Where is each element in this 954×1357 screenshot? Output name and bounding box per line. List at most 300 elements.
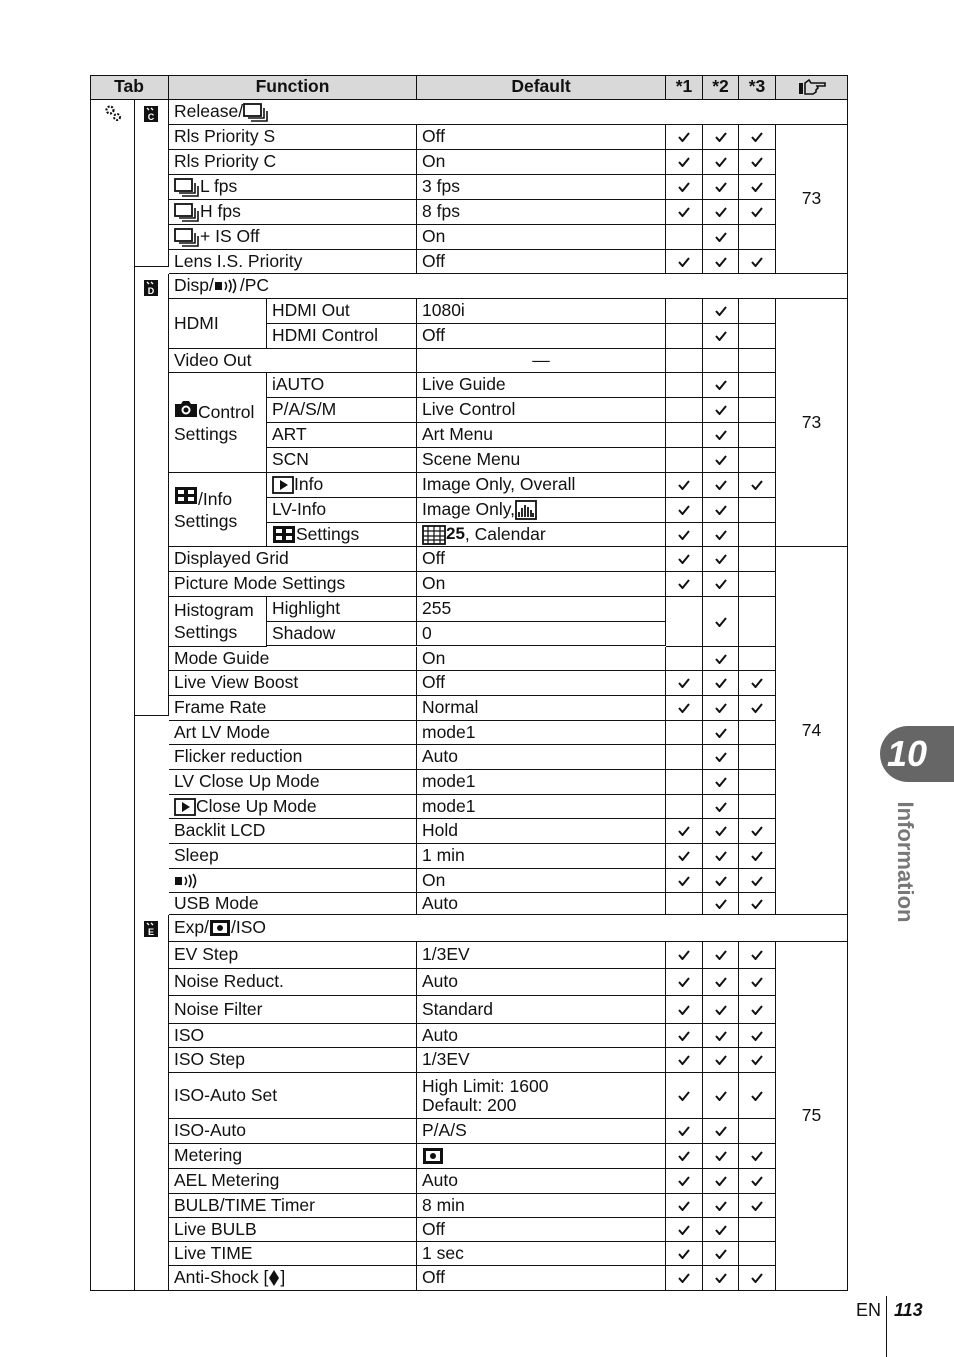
- group-label: Control: [198, 401, 255, 422]
- function-cell: [169, 671, 417, 696]
- custom-tab-d-icon: [143, 278, 159, 297]
- compat-cell: [739, 572, 776, 597]
- reference-hand-icon: [797, 78, 827, 96]
- compat-cell: [666, 150, 703, 175]
- compat-cell: [703, 1242, 739, 1266]
- compat-cell: [739, 125, 776, 150]
- group-label: Settings: [174, 621, 238, 642]
- check-icon: [715, 207, 727, 217]
- sub-function-cell: [267, 498, 417, 523]
- sub-function-cell: [267, 324, 417, 349]
- function-cell: [169, 819, 417, 844]
- default-label: mode1: [422, 771, 476, 792]
- function-label: Live BULB: [174, 1218, 257, 1239]
- default-label: Auto: [422, 746, 458, 767]
- compat-cell: [666, 225, 703, 250]
- compat-cell: [739, 1218, 776, 1242]
- compat-cell: [739, 1073, 776, 1119]
- metering-icon: [209, 919, 231, 937]
- page-ref: 75: [776, 942, 848, 1291]
- compat-cell: [666, 893, 703, 915]
- default-cell: [417, 1024, 666, 1048]
- function-label: Frame Rate: [174, 697, 267, 718]
- sub-function-label: iAUTO: [272, 374, 325, 395]
- check-icon: [715, 703, 727, 713]
- compat-cell: [703, 1218, 739, 1242]
- default-cell: [417, 1073, 666, 1119]
- check-icon: [678, 826, 690, 836]
- sub-function-label: Highlight: [272, 598, 341, 619]
- check-icon: [715, 617, 727, 627]
- check-icon: [751, 678, 763, 688]
- function-cell: [169, 795, 417, 819]
- check-icon: [715, 876, 727, 886]
- compat-cell: [739, 547, 776, 572]
- default-cell: [417, 200, 666, 225]
- default-cell: [417, 942, 666, 969]
- sub-function-cell: [267, 299, 417, 324]
- function-label: Metering: [174, 1145, 243, 1166]
- compat-cell: [703, 1169, 739, 1194]
- compat-cell: [703, 523, 739, 547]
- compat-cell: [739, 671, 776, 696]
- group-cell-histogram: [169, 597, 267, 647]
- compat-cell: [739, 745, 776, 770]
- check-icon: [715, 380, 727, 390]
- check-icon: [751, 1055, 763, 1065]
- compat-cell: [666, 969, 703, 996]
- header-c3: *3: [739, 75, 776, 100]
- footer-language: EN: [856, 1300, 882, 1320]
- compat-cell: [703, 996, 739, 1024]
- default-label: Off: [422, 548, 446, 569]
- default-label: On: [422, 226, 446, 247]
- compat-cell: [703, 572, 739, 597]
- compat-cell: [739, 398, 776, 423]
- check-icon: [715, 950, 727, 960]
- default-label: Standard: [422, 998, 494, 1019]
- custom-tab-e-icon: [143, 919, 159, 938]
- default-cell: [417, 373, 666, 398]
- compat-cell: [703, 498, 739, 523]
- compat-cell: [703, 969, 739, 996]
- function-cell: [169, 250, 417, 274]
- check-icon: [715, 678, 727, 688]
- function-label: BULB/TIME Timer: [174, 1194, 315, 1215]
- function-cell: [169, 696, 417, 721]
- compat-cell: [703, 795, 739, 819]
- compat-cell: [666, 795, 703, 819]
- compat-cell: [739, 869, 776, 893]
- default-cell: [417, 893, 666, 915]
- compat-cell: [739, 448, 776, 473]
- check-icon: [715, 1176, 727, 1186]
- default-label: 1 sec: [422, 1242, 464, 1263]
- default-label: Normal: [422, 697, 479, 718]
- compat-cell: [739, 150, 776, 175]
- sub-function-cell: [267, 373, 417, 398]
- check-icon: [715, 1151, 727, 1161]
- metering-icon: [422, 1147, 444, 1165]
- compat-cell: [739, 250, 776, 274]
- check-icon: [678, 1249, 690, 1259]
- check-icon: [678, 1031, 690, 1041]
- compat-cell: [703, 349, 739, 373]
- check-icon: [678, 1225, 690, 1235]
- default-cell: [417, 448, 666, 473]
- default-cell: [417, 398, 666, 423]
- function-label: Close Up Mode: [196, 795, 317, 816]
- compat-cell: [739, 423, 776, 448]
- compat-cell: [666, 523, 703, 547]
- compat-cell: [703, 299, 739, 324]
- svg-text:E: E: [147, 927, 155, 938]
- compat-cell: [666, 942, 703, 969]
- check-icon: [715, 899, 727, 909]
- compat-cell: [666, 745, 703, 770]
- grid-icon: [174, 486, 198, 505]
- check-icon: [678, 851, 690, 861]
- function-cell: [169, 572, 417, 597]
- function-label: Live View Boost: [174, 672, 299, 693]
- calendar-icon: [422, 525, 446, 545]
- compat-cell: [703, 1073, 739, 1119]
- check-icon: [678, 703, 690, 713]
- function-cell: [169, 225, 417, 250]
- check-icon: [715, 654, 727, 664]
- compat-cell: [739, 844, 776, 869]
- check-icon: [715, 132, 727, 142]
- histogram-icon: [515, 500, 537, 520]
- compat-cell: [739, 1194, 776, 1218]
- group-label: Histogram: [174, 599, 254, 620]
- section-icon-column: [135, 100, 169, 267]
- check-icon: [751, 1151, 763, 1161]
- compat-cell: [703, 942, 739, 969]
- function-label: Rls Priority C: [174, 151, 277, 172]
- function-label: Live TIME: [174, 1242, 253, 1263]
- compat-cell: [703, 175, 739, 200]
- default-label: Live Control: [422, 399, 516, 420]
- check-icon: [715, 554, 727, 564]
- compat-cell: [703, 1048, 739, 1073]
- function-cell: [169, 647, 417, 671]
- compat-cell: [703, 819, 739, 844]
- compat-cell: [739, 696, 776, 721]
- svg-text:D: D: [147, 286, 155, 297]
- sub-function-cell: [267, 523, 417, 547]
- custom-menu-table: [90, 75, 848, 1291]
- compat-cell: [666, 770, 703, 795]
- function-label: Mode Guide: [174, 647, 270, 668]
- check-icon: [678, 977, 690, 987]
- default-cell: [417, 770, 666, 795]
- function-cell: [169, 349, 417, 373]
- check-icon: [751, 977, 763, 987]
- compat-cell: [703, 324, 739, 349]
- default-cell: [417, 1218, 666, 1242]
- check-icon: [751, 826, 763, 836]
- compat-cell: [666, 324, 703, 349]
- compat-cell: [666, 721, 703, 745]
- header-c1: *1: [666, 75, 703, 100]
- function-cell: [169, 1266, 417, 1291]
- default-label: Auto: [422, 1170, 458, 1191]
- compat-cell: [666, 1266, 703, 1291]
- default-label: 0: [422, 622, 432, 643]
- function-cell: [169, 1242, 417, 1266]
- default-label: Live Guide: [422, 374, 506, 395]
- compat-cell: [666, 1218, 703, 1242]
- sub-function-cell: [267, 423, 417, 448]
- default-cell: [417, 869, 666, 893]
- section-title: Release/: [174, 101, 244, 122]
- check-icon: [678, 678, 690, 688]
- check-icon: [751, 1091, 763, 1101]
- compat-cell: [703, 250, 739, 274]
- section-title-suffix: /PC: [239, 275, 270, 296]
- compat-cell: [666, 1194, 703, 1218]
- check-icon: [751, 480, 763, 490]
- sequential-shooting-icon: [174, 177, 200, 197]
- compat-cell: [666, 398, 703, 423]
- default-label: 1080i: [422, 300, 465, 321]
- check-icon: [715, 1249, 727, 1259]
- function-label: Video Out: [174, 349, 252, 370]
- function-cell: [169, 869, 417, 893]
- compat-cell: [739, 299, 776, 324]
- check-icon: [678, 1091, 690, 1101]
- function-cell: [169, 893, 417, 915]
- iso-auto-high: High Limit: 1600: [422, 1076, 549, 1097]
- default-cell: [417, 1144, 666, 1169]
- check-icon: [678, 579, 690, 589]
- section-row: [169, 100, 848, 125]
- check-icon: [751, 1201, 763, 1211]
- sequential-shooting-icon: [243, 102, 269, 122]
- default-cell: [417, 819, 666, 844]
- section-title: Disp/: [174, 275, 214, 296]
- section-icon-column: [135, 915, 169, 1291]
- page-ref: 73: [776, 125, 848, 274]
- compat-cell: [739, 819, 776, 844]
- function-label: ISO Step: [174, 1049, 246, 1070]
- check-icon: [751, 851, 763, 861]
- default-label: On: [422, 647, 446, 668]
- function-label: USB Mode: [174, 892, 259, 913]
- section-row: [169, 915, 848, 942]
- function-label: Picture Mode Settings: [174, 573, 346, 594]
- check-icon: [715, 1126, 727, 1136]
- compat-cell: [666, 1144, 703, 1169]
- check-icon: [715, 728, 727, 738]
- sub-function-label: ART: [272, 424, 307, 445]
- compat-cell: [666, 299, 703, 324]
- function-label: L fps: [200, 176, 238, 197]
- check-icon: [715, 1005, 727, 1015]
- check-icon: [715, 1201, 727, 1211]
- compat-cell: [739, 324, 776, 349]
- default-cell: [417, 423, 666, 448]
- function-label: Rls Priority S: [174, 126, 276, 147]
- page-ref: 74: [776, 547, 848, 915]
- function-cell: [169, 1119, 417, 1144]
- default-cell: [417, 745, 666, 770]
- function-cell: [169, 175, 417, 200]
- default-cell: [417, 671, 666, 696]
- default-cell: [417, 969, 666, 996]
- header-default: Default: [417, 75, 666, 100]
- compat-cell: [739, 597, 776, 647]
- group-label: Settings: [174, 423, 238, 444]
- compat-cell: [666, 671, 703, 696]
- default-cell: [417, 473, 666, 498]
- compat-cell: [666, 250, 703, 274]
- sub-function-cell: [267, 622, 417, 646]
- default-label: Hold: [422, 820, 458, 841]
- compat-cell: [703, 1144, 739, 1169]
- group-label: Settings: [174, 511, 238, 531]
- check-icon: [678, 530, 690, 540]
- compat-cell: [703, 423, 739, 448]
- compat-cell: [739, 1169, 776, 1194]
- default-label: 3 fps: [422, 176, 460, 197]
- beep-icon: [174, 873, 200, 889]
- function-cell: [169, 969, 417, 996]
- function-cell: [169, 1073, 417, 1119]
- sub-function-label: LV-Info: [272, 499, 327, 520]
- compat-cell: [703, 150, 739, 175]
- default-cell: [417, 696, 666, 721]
- compat-cell: [666, 373, 703, 398]
- default-cell: [417, 844, 666, 869]
- function-label: EV Step: [174, 944, 239, 965]
- sub-function-cell: [267, 473, 417, 498]
- compat-cell: [666, 498, 703, 523]
- check-icon: [751, 876, 763, 886]
- compat-cell: [703, 200, 739, 225]
- check-icon: [715, 579, 727, 589]
- function-label: AEL Metering: [174, 1170, 280, 1191]
- compat-cell: [666, 200, 703, 225]
- default-label: On: [422, 869, 446, 890]
- check-icon: [751, 899, 763, 909]
- default-cell: [417, 1169, 666, 1194]
- compat-cell: [703, 1119, 739, 1144]
- default-label: Scene Menu: [422, 449, 521, 470]
- anti-shock-icon: [268, 1269, 280, 1287]
- function-label: Flicker reduction: [174, 746, 303, 767]
- default-label: On: [422, 151, 446, 172]
- check-icon: [715, 777, 727, 787]
- page-number: 113: [894, 1300, 923, 1320]
- check-icon: [678, 157, 690, 167]
- default-cell: [417, 1119, 666, 1144]
- compat-cell: [703, 1194, 739, 1218]
- default-cell: [417, 597, 666, 622]
- default-cell: [417, 498, 666, 523]
- function-cell: [169, 150, 417, 175]
- compat-cell: [703, 696, 739, 721]
- default-label: Off: [422, 672, 446, 693]
- compat-cell: [666, 1024, 703, 1048]
- check-icon: [715, 530, 727, 540]
- compat-cell: [666, 175, 703, 200]
- grid-icon: [272, 525, 296, 544]
- check-icon: [678, 1201, 690, 1211]
- check-icon: [715, 480, 727, 490]
- compat-cell: [703, 547, 739, 572]
- function-label: + IS Off: [200, 226, 260, 247]
- compat-cell: [739, 1024, 776, 1048]
- check-icon: [751, 1273, 763, 1283]
- check-icon: [715, 182, 727, 192]
- compat-cell: [703, 893, 739, 915]
- function-cell: [169, 1024, 417, 1048]
- section-icon-column: [135, 274, 169, 716]
- calendar-count: 25: [446, 524, 465, 544]
- check-icon: [678, 554, 690, 564]
- default-cell: [417, 299, 666, 324]
- compat-cell: [703, 125, 739, 150]
- compat-cell: [703, 844, 739, 869]
- function-label: Lens I.S. Priority: [174, 250, 303, 271]
- default-cell: [417, 1194, 666, 1218]
- compat-cell: [666, 572, 703, 597]
- default-label: 1 min: [422, 845, 465, 866]
- default-cell: [417, 647, 666, 671]
- check-icon: [715, 232, 727, 242]
- tab-column: [90, 100, 135, 1291]
- sub-function-label: Info: [294, 474, 324, 495]
- default-cell: [417, 622, 666, 646]
- compat-cell: [666, 448, 703, 473]
- default-label: Image Only,: [422, 499, 516, 520]
- compat-cell: [703, 869, 739, 893]
- function-label-end: ]: [280, 1267, 286, 1288]
- check-icon: [751, 157, 763, 167]
- compat-cell: [666, 1119, 703, 1144]
- sub-function-cell: [267, 448, 417, 473]
- check-icon: [751, 207, 763, 217]
- function-cell: [169, 844, 417, 869]
- compat-cell: [739, 795, 776, 819]
- sub-function-label: Settings: [296, 523, 360, 544]
- function-cell: [169, 1218, 417, 1242]
- check-icon: [715, 1273, 727, 1283]
- check-icon: [715, 331, 727, 341]
- header-reference: [776, 75, 848, 100]
- default-cell: [417, 150, 666, 175]
- compat-cell: [739, 893, 776, 915]
- compat-cell: [703, 647, 739, 671]
- default-label: 1/3EV: [422, 944, 470, 965]
- compat-cell: [703, 597, 739, 647]
- compat-cell: [666, 547, 703, 572]
- function-label: Noise Filter: [174, 998, 263, 1019]
- playback-icon: [272, 476, 294, 494]
- compat-cell: [703, 1024, 739, 1048]
- compat-cell: [739, 175, 776, 200]
- compat-cell: [666, 597, 703, 647]
- svg-text:C: C: [147, 112, 155, 123]
- default-cell: [417, 175, 666, 200]
- check-icon: [678, 1005, 690, 1015]
- sub-function-label: HDMI Control: [272, 325, 378, 346]
- check-icon: [715, 405, 727, 415]
- default-label: Auto: [422, 1024, 458, 1045]
- compat-cell: [703, 398, 739, 423]
